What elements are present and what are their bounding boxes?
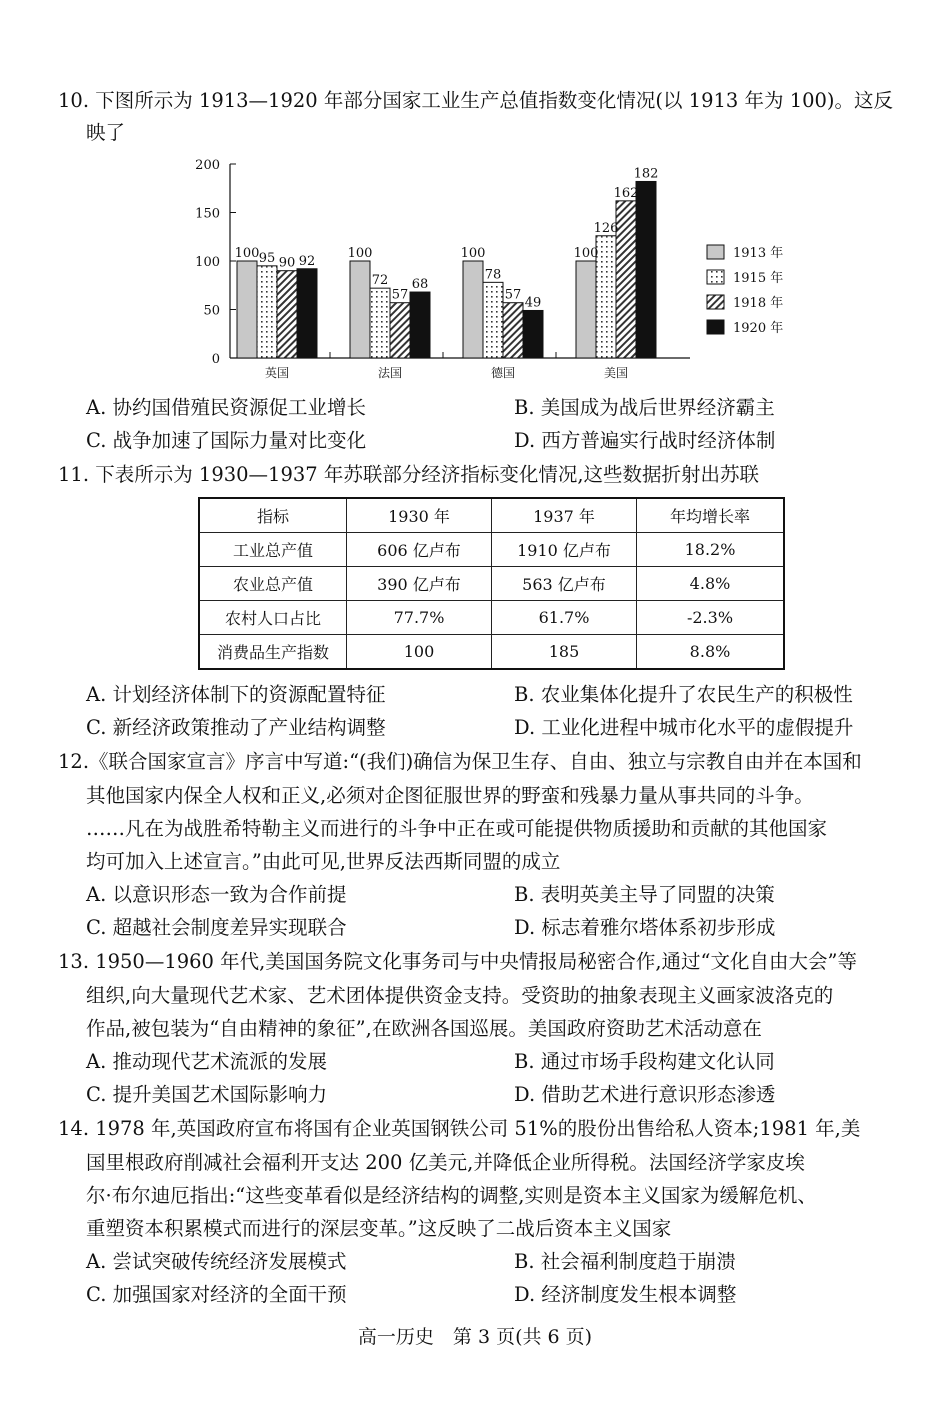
table-cell: 390 亿卢布 xyxy=(347,567,492,601)
table-cell: 18.2% xyxy=(637,533,785,567)
q14-stem-line-4: 重塑资本积累模式而进行的深层变革。”这反映了二战后资本主义国家 xyxy=(86,1217,672,1240)
bar-value-label: 100 xyxy=(234,246,260,261)
category-label: 法国 xyxy=(377,366,403,380)
table-cell: 100 xyxy=(347,635,492,670)
bar-value-label: 95 xyxy=(258,250,276,266)
y-tick-label: 0 xyxy=(211,352,220,367)
table-cell: 61.7% xyxy=(492,601,637,635)
bar xyxy=(277,271,297,358)
q11-table xyxy=(198,497,785,670)
q11-option-d[interactable]: D. 工业化进程中城市化水平的虚假提升 xyxy=(514,716,854,739)
legend-label: 1920 年 xyxy=(733,321,784,336)
bar-value-label: 100 xyxy=(347,246,373,261)
category-label: 美国 xyxy=(603,366,629,380)
page-footer: 高一历史 第 3 页(共 6 页) xyxy=(357,1326,593,1348)
q14-stem-line-2: 国里根政府削减社会福利开支达 200 亿美元,并降低企业所得税。法国经济学家皮埃 xyxy=(86,1151,805,1174)
table-cell: 4.8% xyxy=(637,567,785,601)
q13-option-d[interactable]: D. 借助艺术进行意识形态渗透 xyxy=(514,1083,776,1106)
bar xyxy=(410,292,430,358)
bar xyxy=(257,266,277,358)
bar-value-label: 92 xyxy=(298,253,316,269)
q12-stem-line-1: 12.《联合国家宣言》序言中写道:“(我们)确信为保卫生存、自由、独立与宗教自由并在本国和 xyxy=(58,750,862,773)
bar-value-label: 90 xyxy=(278,255,296,271)
chart-legend xyxy=(707,245,783,336)
table-row xyxy=(199,567,784,601)
bar-value-label: 100 xyxy=(460,246,486,261)
bar xyxy=(596,236,616,358)
bar xyxy=(390,303,410,358)
bar xyxy=(237,261,257,358)
chart-bars xyxy=(234,181,656,358)
table-header-row xyxy=(199,498,784,533)
table-cell: 消费品生产指数 xyxy=(199,635,347,670)
bar xyxy=(483,282,503,358)
q14-option-b[interactable]: B. 社会福利制度趋于崩溃 xyxy=(514,1250,736,1273)
q12-stem-line-3: ……凡在为战胜希特勒主义而进行的斗争中正在或可能提供物质援助和贡献的其他国家 xyxy=(86,817,828,840)
table-header-cell: 1937 年 xyxy=(492,498,637,533)
table-row xyxy=(199,601,784,635)
y-tick-label: 100 xyxy=(195,255,220,270)
q12-stem-line-2: 其他国家内保全人权和正义,必须对企图征服世界的野蛮和残暴力量从事共同的斗争。 xyxy=(86,784,814,807)
bar-value-label: 162 xyxy=(613,185,639,201)
bar xyxy=(463,261,483,358)
bar xyxy=(297,269,317,358)
table-cell: 563 亿卢布 xyxy=(492,567,637,601)
table-row xyxy=(199,533,784,567)
q13-stem-line-2: 组织,向大量现代艺术家、艺术团体提供资金支持。受资助的抽象表现主义画家波洛克的 xyxy=(86,984,834,1007)
table-cell: 1910 亿卢布 xyxy=(492,533,637,567)
legend-label: 1918 年 xyxy=(733,296,784,311)
q13-option-a[interactable]: A. 推动现代艺术流派的发展 xyxy=(86,1050,327,1073)
q10-option-c[interactable]: C. 战争加速了国际力量对比变化 xyxy=(86,429,367,452)
table-cell: 工业总产值 xyxy=(199,533,347,567)
y-tick-label: 150 xyxy=(195,206,220,222)
y-tick-label: 200 xyxy=(195,158,220,173)
table-header-cell: 年均增长率 xyxy=(637,498,785,533)
bar-value-label: 126 xyxy=(593,220,619,236)
q14-option-a[interactable]: A. 尝试突破传统经济发展模式 xyxy=(86,1250,347,1273)
bar-value-label: 100 xyxy=(573,246,599,261)
q11-option-a[interactable]: A. 计划经济体制下的资源配置特征 xyxy=(86,683,386,706)
q13-stem-line-1: 13. 1950—1960 年代,美国国务院文化事务司与中央情报局秘密合作,通过“文化自由大会”等 xyxy=(58,950,857,973)
q14-stem-line-3: 尔·布尔迪厄指出:“这些变革看似是经济结构的调整,实则是资本主义国家为缓解危机、 xyxy=(86,1184,817,1207)
q12-option-a[interactable]: A. 以意识形态一致为合作前提 xyxy=(86,883,347,906)
table-header-cell: 1930 年 xyxy=(347,498,492,533)
q10-stem-line-2: 映了 xyxy=(86,121,126,144)
q13-option-b[interactable]: B. 通过市场手段构建文化认同 xyxy=(514,1050,775,1073)
q12-stem-line-4: 均可加入上述宣言。”由此可见,世界反法西斯同盟的成立 xyxy=(86,850,561,873)
bar-value-label: 57 xyxy=(391,287,409,303)
bar-value-label: 49 xyxy=(524,295,542,311)
table-cell: 606 亿卢布 xyxy=(347,533,492,567)
table-cell: -2.3% xyxy=(637,601,785,635)
legend-swatch xyxy=(707,270,724,284)
legend-swatch xyxy=(707,245,724,259)
q13-stem-line-3: 作品,被包装为“自由精神的象征”,在欧洲各国巡展。美国政府资助艺术活动意在 xyxy=(86,1017,762,1040)
q11-stem: 11. 下表所示为 1930—1937 年苏联部分经济指标变化情况,这些数据折射出苏联 xyxy=(58,463,760,486)
bar xyxy=(350,261,370,358)
q12-option-d[interactable]: D. 标志着雅尔塔体系初步形成 xyxy=(514,916,776,939)
table-header-cell: 指标 xyxy=(199,498,347,533)
category-label: 德国 xyxy=(490,366,516,380)
q10-option-b[interactable]: B. 美国成为战后世界经济霸主 xyxy=(514,396,775,419)
q11-option-b[interactable]: B. 农业集体化提升了农民生产的积极性 xyxy=(514,683,853,706)
q14-option-d[interactable]: D. 经济制度发生根本调整 xyxy=(514,1283,737,1306)
bar-value-label: 78 xyxy=(484,267,502,283)
category-label: 英国 xyxy=(264,366,290,380)
q10-bar-chart xyxy=(180,150,820,386)
bar xyxy=(503,303,523,358)
q10-option-a[interactable]: A. 协约国借殖民资源促工业增长 xyxy=(86,396,366,419)
legend-label: 1915 年 xyxy=(733,271,784,286)
q13-option-c[interactable]: C. 提升美国艺术国际影响力 xyxy=(86,1083,328,1106)
q10-option-d[interactable]: D. 西方普遍实行战时经济体制 xyxy=(514,429,776,452)
legend-label: 1913 年 xyxy=(733,246,784,261)
bar xyxy=(636,181,656,358)
table-cell: 185 xyxy=(492,635,637,670)
bar-value-label: 182 xyxy=(633,166,659,182)
table-cell: 77.7% xyxy=(347,601,492,635)
q12-option-c[interactable]: C. 超越社会制度差异实现联合 xyxy=(86,916,347,939)
q10-stem-line-1: 10. 下图所示为 1913—1920 年部分国家工业生产总值指数变化情况(以 1913 年为 100)。这反 xyxy=(58,89,894,112)
bar xyxy=(576,261,596,358)
table-cell: 农村人口占比 xyxy=(199,601,347,635)
bar-value-label: 72 xyxy=(371,273,389,289)
q14-option-c[interactable]: C. 加强国家对经济的全面干预 xyxy=(86,1283,347,1306)
table-cell: 农业总产值 xyxy=(199,567,347,601)
bar-value-label: 57 xyxy=(504,287,522,303)
bar xyxy=(616,201,636,358)
bar xyxy=(523,310,543,358)
table-cell: 8.8% xyxy=(637,635,785,670)
bar xyxy=(370,288,390,358)
legend-swatch xyxy=(707,320,724,334)
q11-option-c[interactable]: C. 新经济政策推动了产业结构调整 xyxy=(86,716,386,739)
y-tick-label: 50 xyxy=(203,303,220,319)
q14-stem-line-1: 14. 1978 年,英国政府宣布将国有企业英国钢铁公司 51%的股份出售给私人资本;1981 年,美 xyxy=(58,1117,861,1140)
legend-swatch xyxy=(707,295,724,309)
bar-value-label: 68 xyxy=(411,277,429,293)
q12-option-b[interactable]: B. 表明英美主导了同盟的决策 xyxy=(514,883,775,906)
table-row xyxy=(199,635,784,670)
